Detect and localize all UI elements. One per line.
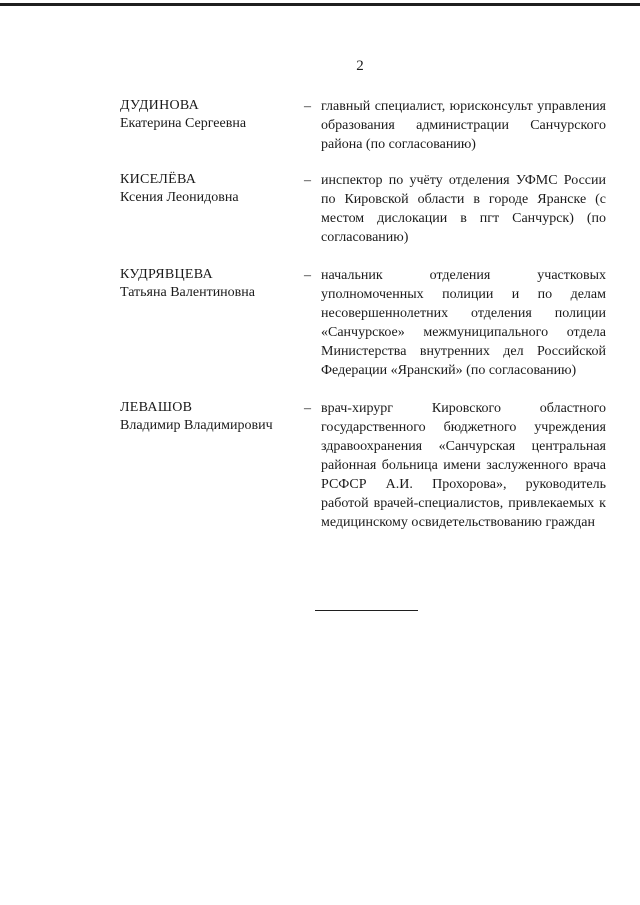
member-surname: ЛЕВАШОВ xyxy=(120,400,193,415)
member-name xyxy=(120,171,305,207)
member-role xyxy=(304,266,606,380)
member-surname: КИСЕЛЁВА xyxy=(120,172,197,187)
member-given-names: Владимир Владимирович xyxy=(120,418,273,433)
member-name xyxy=(120,399,305,435)
member-given-names: Екатерина Сергеевна xyxy=(120,116,247,131)
role-description: инспектор по учёту отделения УФМС России по Кировской области в городе Яранске (с местом дислокации в пгт Санчурск) (по согласованию) xyxy=(321,173,606,245)
role-description: начальник отделения участковых уполномоченных полиции и по делам несовершеннолетних отделения полиции «Санчурское» межмуниципального отдела Министерства внутренних дел Российской Федерации «Яранский» (по согласованию) xyxy=(321,268,606,378)
page-number: 2 xyxy=(356,58,364,74)
member-surname: ДУДИНОВА xyxy=(120,98,200,113)
member-given-names: Татьяна Валентиновна xyxy=(120,285,255,300)
member-surname: КУДРЯВЦЕВА xyxy=(120,267,213,282)
member-name xyxy=(120,266,305,302)
member-role xyxy=(304,171,606,247)
closing-rule xyxy=(315,610,418,611)
member-role xyxy=(304,97,606,154)
role-dash: – xyxy=(304,401,311,416)
top-border-rule xyxy=(0,3,640,6)
member-role xyxy=(304,399,606,532)
member-name xyxy=(120,97,305,133)
role-description: главный специалист, юрисконсульт управления образования администрации Санчурского района (по согласованию) xyxy=(321,99,606,152)
member-given-names: Ксения Леонидовна xyxy=(120,190,239,205)
role-dash: – xyxy=(304,268,311,283)
role-dash: – xyxy=(304,173,311,188)
role-dash: – xyxy=(304,99,311,114)
role-description: врач-хирург Кировского областного государственного бюджетного учреждения здравоохранения «Санчурская центральная районная больница имени заслуженного врача РСФСР А.И. Прохорова», руководитель работой врачей-специалистов, привлекаемых к медицинскому освидетельствованию граждан xyxy=(321,401,606,530)
